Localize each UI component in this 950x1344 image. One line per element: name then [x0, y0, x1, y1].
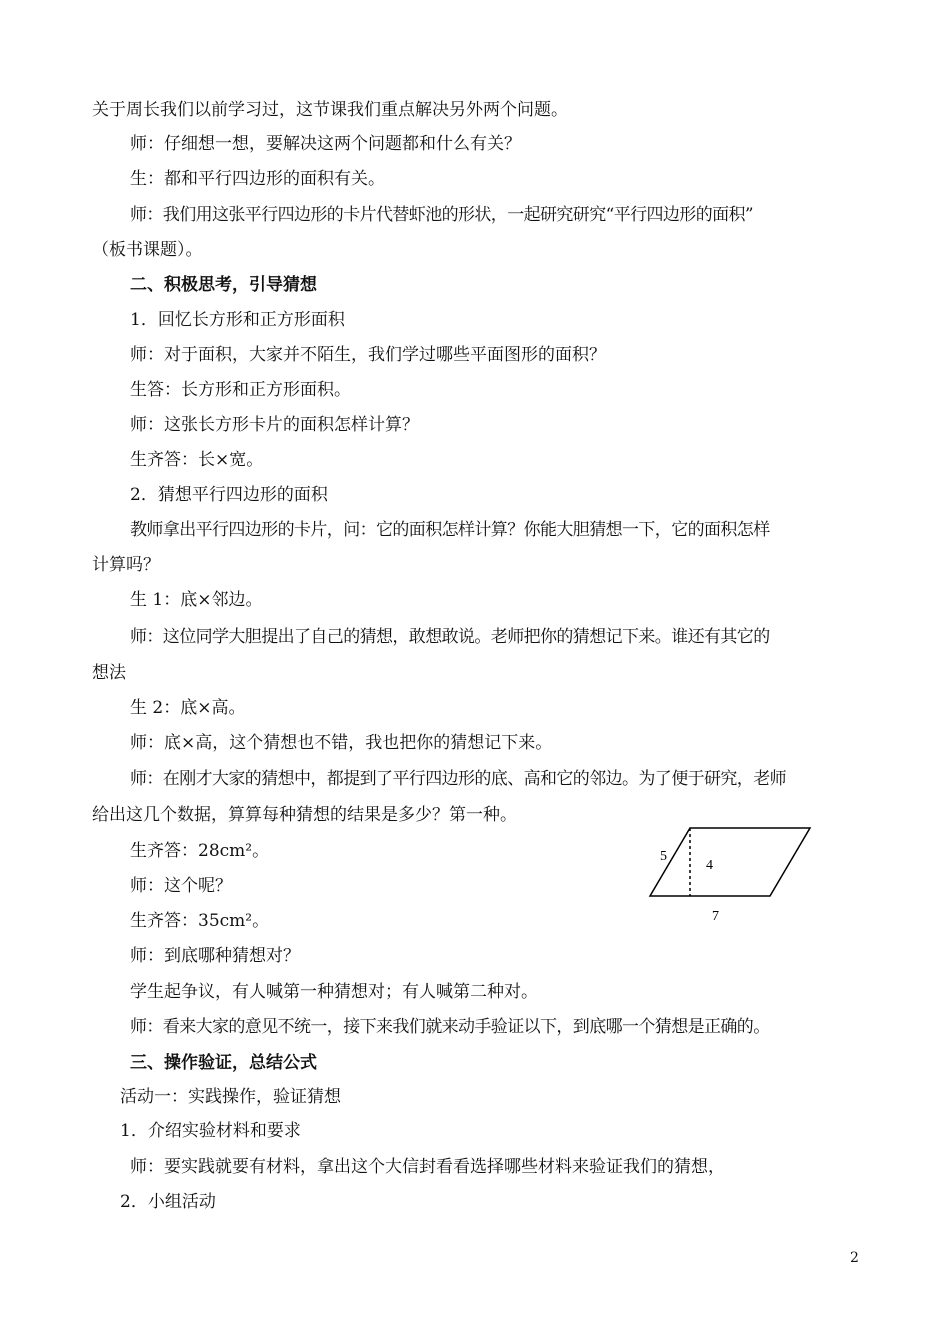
- height-label: 4: [706, 858, 713, 873]
- parallelogram-figure: [640, 820, 820, 930]
- text-line: 活动一：实践操作，验证猜想: [120, 1087, 341, 1107]
- text-line: 师：对于面积，大家并不陌生，我们学过哪些平面图形的面积？: [130, 345, 606, 365]
- text-line: 给出这几个数据，算算每种猜想的结果是多少？第一种。: [92, 805, 517, 825]
- text-line: 1．回忆长方形和正方形面积: [130, 310, 345, 330]
- text-line: 师：底×高，这个猜想也不错，我也把你的猜想记下来。: [130, 733, 553, 753]
- page-number: 2: [850, 1250, 859, 1266]
- text-line: 师：这张长方形卡片的面积怎样计算？: [130, 415, 419, 435]
- text-line: 师：仔细想一想，要解决这两个问题都和什么有关？: [130, 134, 521, 154]
- base-label: 7: [712, 909, 719, 924]
- text-line: 1．介绍实验材料和要求: [120, 1121, 301, 1141]
- text-line: 生齐答：28cm²。: [130, 841, 270, 861]
- text-line: 生 2：底×高。: [130, 698, 246, 718]
- text-line: 计算吗？: [92, 555, 160, 575]
- text-line: 生：都和平行四边形的面积有关。: [130, 169, 385, 189]
- text-line: 学生起争议，有人喊第一种猜想对；有人喊第二种对。: [130, 982, 538, 1002]
- parallelogram-shape: [650, 828, 810, 896]
- text-line: 生答：长方形和正方形面积。: [130, 380, 351, 400]
- text-line: 师：看来大家的意见不统一，接下来我们就来动手验证以下，到底哪一个猜想是正确的。: [130, 1017, 770, 1037]
- text-line: 师：要实践就要有材料，拿出这个大信封看看选择哪些材料来验证我们的猜想，: [130, 1157, 725, 1177]
- text-line: 师：这位同学大胆提出了自己的猜想，敢想敢说。老师把你的猜想记下来。谁还有其它的: [130, 627, 770, 647]
- text-line: 2．猜想平行四边形的面积: [130, 485, 328, 505]
- text-line: 想法: [92, 663, 126, 683]
- text-line: 师：到底哪种猜想对？: [130, 946, 300, 966]
- text-line: 生齐答：长×宽。: [130, 450, 264, 470]
- text-line: 师：这个呢？: [130, 876, 232, 896]
- text-line: 生齐答：35cm²。: [130, 911, 270, 931]
- text-line: 生 1：底×邻边。: [130, 590, 263, 610]
- text-line: 教师拿出平行四边形的卡片，问：它的面积怎样计算？你能大胆猜想一下，它的面积怎样: [130, 520, 770, 540]
- text-line: 关于周长我们以前学习过，这节课我们重点解决另外两个问题。: [92, 100, 568, 120]
- text-line: 师：我们用这张平行四边形的卡片代替虾池的形状，一起研究研究“平行四边形的面积”: [130, 205, 753, 225]
- text-line: 2．小组活动: [120, 1192, 216, 1212]
- side-label: 5: [660, 849, 667, 864]
- text-line: 师：在刚才大家的猜想中，都提到了平行四边形的底、高和它的邻边。为了便于研究，老师: [130, 769, 786, 789]
- section-heading: 二、积极思考，引导猜想: [130, 275, 317, 295]
- text-line: （板书课题）。: [92, 240, 203, 260]
- section-heading: 三、操作验证，总结公式: [130, 1053, 317, 1073]
